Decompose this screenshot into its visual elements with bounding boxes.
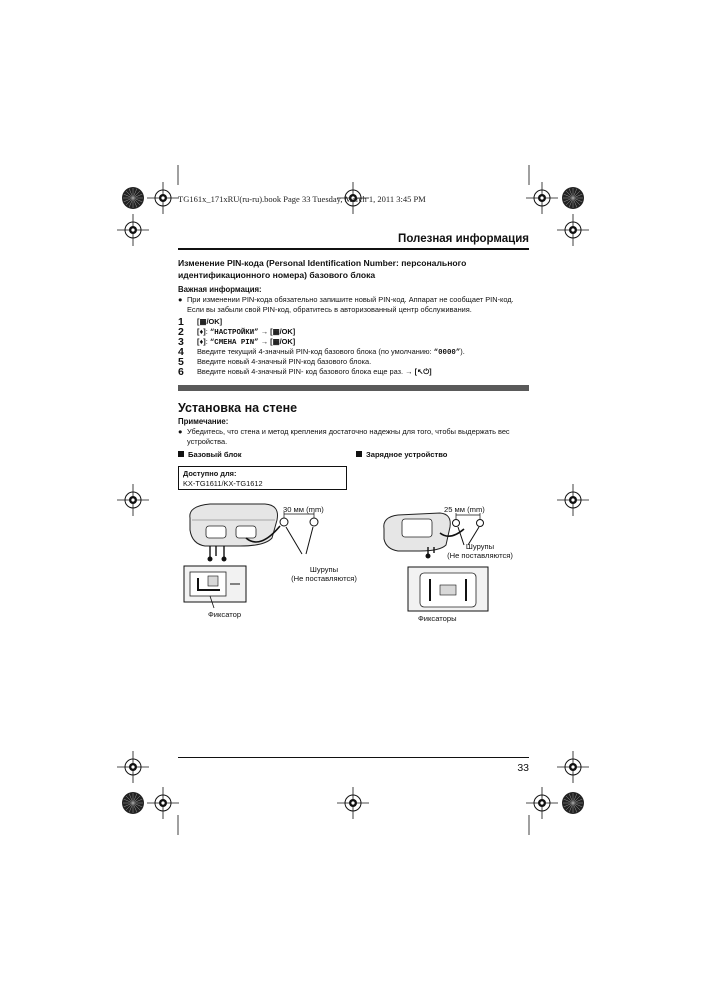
step-4: 4 Введите текущий 4-значный PIN-код базового блока (по умолчанию: “0000”). xyxy=(178,346,465,358)
charger-wall-mount-illustration xyxy=(380,505,500,615)
updown-key-icon: [♦] xyxy=(197,327,206,336)
base-unit-label: Базовый блок xyxy=(178,450,242,459)
left-distance-label: 30 мм (mm) xyxy=(283,505,324,514)
page-number: 33 xyxy=(517,762,529,774)
latch-label: Фиксатор xyxy=(208,610,242,619)
section-divider-bar xyxy=(178,385,529,391)
wall-mount-heading: Установка на стене xyxy=(178,401,298,415)
bullet-icon: ● xyxy=(178,295,183,304)
footer-rule xyxy=(178,757,529,758)
important-label: Важная информация: xyxy=(178,285,262,294)
arrow-icon: → xyxy=(260,337,269,346)
updown-key-icon: [♦] xyxy=(197,337,206,346)
step-5: 5 Введите новый 4-значный PIN-код базового блока. xyxy=(178,356,372,368)
base-unit-wall-mount-illustration xyxy=(180,500,345,615)
charger-label: Зарядное устройство xyxy=(356,450,447,459)
section-title: Полезная информация xyxy=(398,233,529,245)
menu-icon: ▦ xyxy=(199,317,207,326)
square-bullet-icon xyxy=(356,451,362,457)
pin-heading: Изменение PIN-кода (Personal Identification Number: персонального идентификационного номера) базового блока xyxy=(178,258,467,280)
arrow-icon: → xyxy=(260,327,269,336)
step-6: 6 Введите новый 4-значный PIN- код базового блока еще раз. → [↖⏻] xyxy=(178,366,432,378)
latches-label: Фиксаторы xyxy=(418,614,457,623)
bullet-icon: ● xyxy=(178,427,183,436)
step-2: 2 [♦]: “НАСТРОЙКИ” → [▦/OK] xyxy=(178,326,296,338)
arrow-icon: → xyxy=(405,367,413,376)
step-3: 3 [♦]: “СМЕНА PIN” → [▦/OK] xyxy=(178,336,296,348)
left-screws-label: Шурупы (Не поставляются) xyxy=(291,565,357,583)
wall-bullet: ● Убедитесь, что стена и метод крепления достаточно надежны для того, чтобы выдержать вес устройства. xyxy=(178,427,510,446)
right-screws-label: Шурупы (Не поставляются) xyxy=(447,542,513,560)
pin-bullet: ● При изменении PIN-кода обязательно запишите новый PIN-код. Аппарат не сообщает PIN-код. Если вы забыли свой PIN-код, обратитесь в авторизованный центр обслуживания. xyxy=(178,295,514,314)
printer-info-line: TG161x_171xRU(ru-ru).book Page 33 Tuesday, March 1, 2011 3:45 PM xyxy=(178,194,426,204)
square-bullet-icon xyxy=(178,451,184,457)
off-key-icon: [↖⏻] xyxy=(414,367,432,376)
header-rule xyxy=(178,248,529,250)
step-1: 1 [▦/OK] xyxy=(178,316,223,328)
right-distance-label: 25 мм (mm) xyxy=(444,505,485,514)
note-label: Примечание: xyxy=(178,417,229,426)
availability-box: Доступно для: KX-TG1611/KX-TG1612 xyxy=(178,466,347,490)
